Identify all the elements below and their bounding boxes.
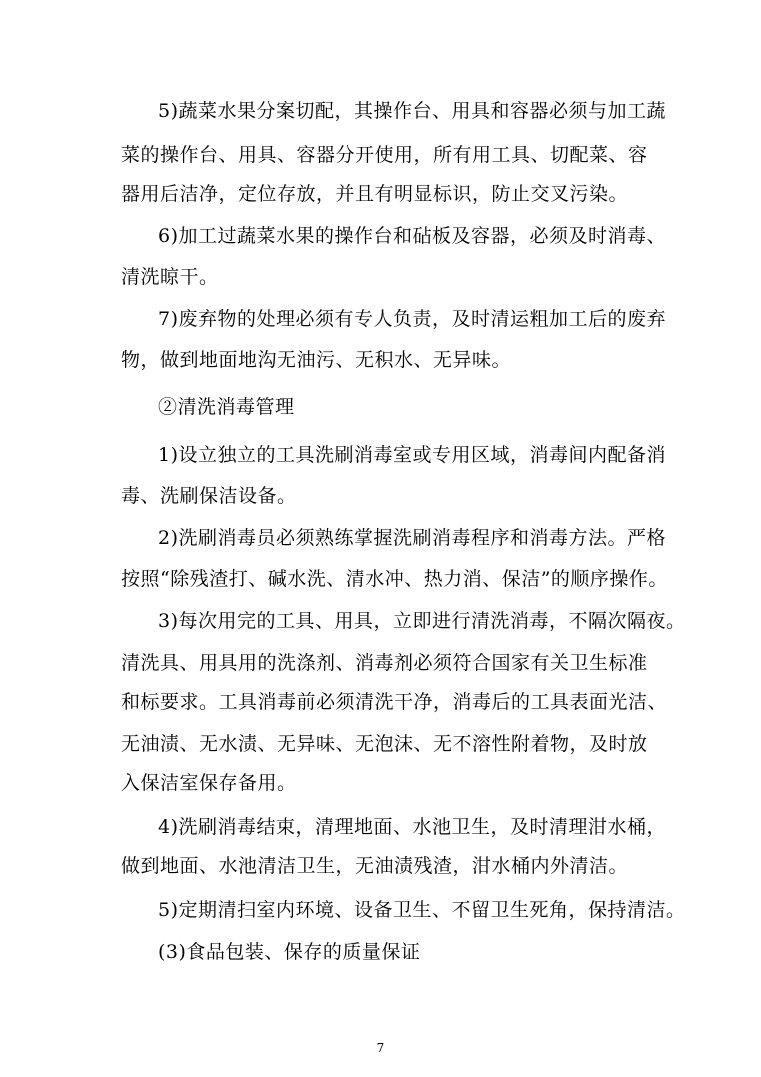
text-line: 按照“除残渣打、碱水洗、清水冲、热力消、保洁”的顺序操作。 bbox=[121, 568, 668, 590]
subsection-heading: (3)食品包装、保存的质量保证 bbox=[158, 941, 421, 963]
text-line: 4)洗刷消毒结束，清理地面、水池卫生，及时清理泔水桶， bbox=[158, 816, 667, 838]
text-line: 菜的操作台、用具、容器分开使用，所有用工具、切配菜、容 bbox=[121, 144, 648, 166]
text-line: 6)加工过蔬菜水果的操作台和砧板及容器，必须及时消毒、 bbox=[158, 225, 667, 247]
text-line: 清洗具、用具用的洗涤剂、消毒剂必须符合国家有关卫生标准 bbox=[121, 652, 648, 674]
text-line: 5)蔬菜水果分案切配，其操作台、用具和容器必须与加工蔬 bbox=[158, 100, 667, 122]
text-line: 物，做到地面地沟无油污、无积水、无异味。 bbox=[121, 349, 512, 371]
text-line: 3)每次用完的工具、用具，立即进行清洗消毒，不隔次隔夜。 bbox=[158, 610, 686, 632]
section-heading: ②清洗消毒管理 bbox=[158, 396, 295, 418]
text-line: 器用后洁净，定位存放，并且有明显标识，防止交叉污染。 bbox=[121, 183, 629, 205]
text-line: 2)洗刷消毒员必须熟练掌握洗刷消毒程序和消毒方法。严格 bbox=[158, 527, 667, 549]
text-line: 毒、洗刷保洁设备。 bbox=[121, 485, 297, 507]
text-line: 入保洁室保存备用。 bbox=[121, 772, 297, 794]
text-line: 7)废弃物的处理必须有专人负责，及时清运粗加工后的废弃 bbox=[158, 308, 667, 330]
text-line: 1)设立独立的工具洗刷消毒室或专用区域，消毒间内配备消 bbox=[158, 444, 667, 466]
text-line: 清洗晾干。 bbox=[121, 266, 219, 288]
text-line: 5)定期清扫室内环境、设备卫生、不留卫生死角，保持清洁。 bbox=[158, 899, 686, 921]
page-number: 7 bbox=[376, 1041, 385, 1055]
text-line: 和标要求。工具消毒前必须清洗干净，消毒后的工具表面光洁、 bbox=[121, 691, 668, 713]
text-line: 做到地面、水池清洁卫生，无油渍残渣，泔水桶内外清洁。 bbox=[121, 855, 629, 877]
text-line: 无油渍、无水渍、无异味、无泡沫、无不溶性附着物，及时放 bbox=[121, 733, 648, 755]
